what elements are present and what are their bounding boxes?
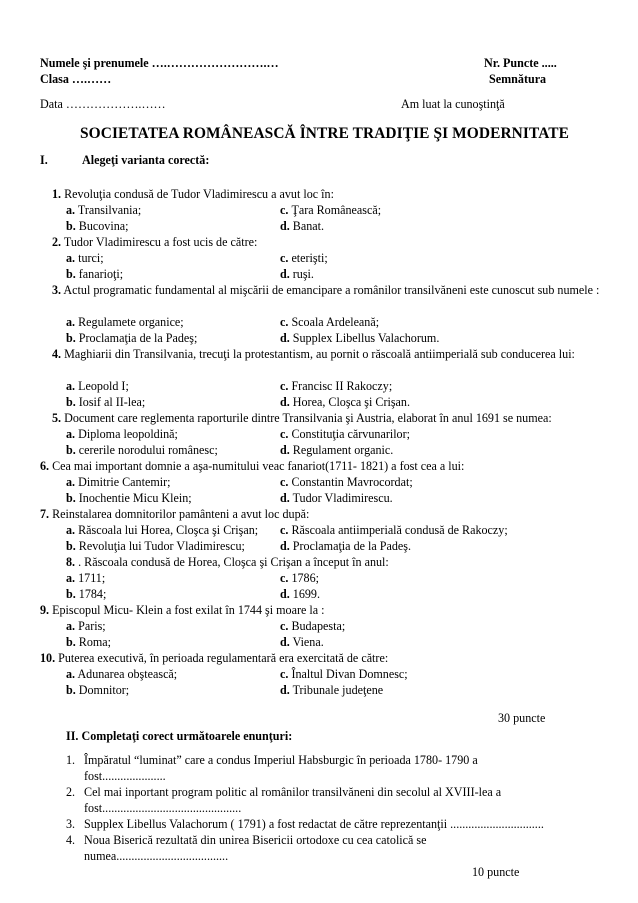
option-c: c. Constantin Mavrocordat; [280, 475, 413, 489]
option-c: c. Răscoala antiimperială condusă de Rakoczy; [280, 523, 508, 537]
acknowledged-label: Am luat la cunoştinţă [401, 97, 505, 111]
option-a: a. Transilvania; [66, 203, 142, 217]
option-a: a. Răscoala lui Horea, Cloşca şi Crişan; [66, 523, 259, 537]
question-5: 5. Document care reglementa raporturile dintre Transilvania şi Austria, elaborat în anul 1691 se numea: [52, 411, 552, 425]
option-d: d. Proclamaţia de la Padeş. [280, 539, 411, 553]
option-c: c. Scoala Ardeleană; [280, 315, 380, 329]
signature-label: Semnătura [489, 72, 547, 86]
option-a: a. Diploma leopoldină; [66, 427, 178, 441]
fill-item-2: 2. [66, 785, 76, 799]
option-d: d. Viena. [280, 635, 324, 649]
option-d: d. ruşi. [280, 267, 314, 281]
option-d: d. Horea, Cloşca şi Crişan. [280, 395, 410, 409]
question-number: 1. [52, 187, 62, 201]
question-3: 3. Actul programatic fundamental al mişcării de emancipare a românilor transilvăneni este cunoscut sub numele : [52, 283, 600, 297]
question-2: 2. Tudor Vladimirescu a fost ucis de către: [52, 235, 258, 249]
option-d: d. 1699. [280, 587, 320, 601]
option-d: d. Supplex Libellus Valachorum. [280, 331, 440, 345]
fill-item-4-line1: Noua Biserică rezultată din unirea Bisericii ortodoxe cu cea catolică se [84, 833, 427, 847]
page-title: SOCIETATEA ROMÂNEASCĂ ÎNTRE TRADIŢIE ŞI MODERNITATE [80, 125, 569, 142]
question-6: 6. Cea mai important domnie a aşa-numitului veac fanariot(1711- 1821) a fost cea a lui: [40, 459, 465, 473]
question-9: 9. Episcopul Micu- Klein a fost exilat în 1744 şi moare la : [40, 603, 325, 617]
fill-item-1: 1. [66, 753, 76, 767]
section1-points: 30 puncte [498, 711, 546, 725]
option-c: c. 1786; [280, 571, 319, 585]
question-8: 8. . Răscoala condusă de Horea, Cloşca şi Crişan a început în anul: [66, 555, 389, 569]
option-b: b. Domnitor; [66, 683, 130, 697]
option-b: b. Iosif al II-lea; [66, 395, 146, 409]
option-b: b. 1784; [66, 587, 107, 601]
section2-heading: II. Completaţi corect următoarele enunţuri: [66, 729, 293, 743]
option-c: c. Francisc II Rakoczy; [280, 379, 393, 393]
section2-points: 10 puncte [472, 865, 520, 879]
fill-item-2-line1: Cel mai inportant program politic al românilor transilvăneni din secolul al XVIII-lea a [84, 785, 502, 799]
score-field-label: Nr. Puncte ..... [484, 56, 557, 70]
option-c: c. eterişti; [280, 251, 328, 265]
fill-item-3-line1: Supplex Libellus Valachorum ( 1791) a fost redactat de către reprezentanţii ............................... [84, 817, 544, 831]
fill-item-4-line2: numea..................................... [84, 849, 229, 863]
option-d: d. Banat. [280, 219, 325, 233]
question-text: Revoluţia condusă de Tudor Vladimirescu a avut loc în: [61, 187, 334, 201]
option-c: c. Ţara Românească; [280, 203, 382, 217]
option-b: b. Inochentie Micu Klein; [66, 491, 192, 505]
option-a: a. Dimitrie Cantemir; [66, 475, 171, 489]
option-c: c. Budapesta; [280, 619, 346, 633]
fill-item-3: 3. [66, 817, 76, 831]
question-10: 10. Puterea executivă, în perioada regulamentară era exercitată de către: [40, 651, 389, 665]
option-b: b. cererile norodului românesc; [66, 443, 218, 457]
name-field-label: Numele şi prenumele ….…………………….… [40, 56, 279, 70]
option-a: a. Adunarea obştească; [66, 667, 178, 681]
option-d: d. Regulament organic. [280, 443, 394, 457]
option-b: b. Proclamaţia de la Padeş; [66, 331, 198, 345]
option-b: b. Bucovina; [66, 219, 129, 233]
option-b: b. fanarioţi; [66, 267, 124, 281]
date-field-label: Data ……………….…… [40, 97, 166, 111]
option-d: d. Tudor Vladimirescu. [280, 491, 393, 505]
option-b: b. Roma; [66, 635, 112, 649]
option-c: c. Constituţia cărvunarilor; [280, 427, 410, 441]
option-c: c. Înaltul Divan Domnesc; [280, 667, 408, 681]
question-4: 4. Maghiarii din Transilvania, trecuţi la protestantism, au pornit o răscoală antiimperială sub conducerea lui: [52, 347, 575, 361]
option-b: b. Revoluţia lui Tudor Vladimirescu; [66, 539, 245, 553]
option-a: a. 1711; [66, 571, 106, 585]
question-7: 7. Reinstalarea domnitorilor pamânteni a avut loc după: [40, 507, 310, 521]
class-field-label: Clasa ….…… [40, 72, 112, 86]
option-d: d. Tribunale judeţene [280, 683, 384, 697]
fill-item-1-line1: Împăratul “luminat” care a condus Imperiul Habsburgic în perioada 1780- 1790 a [84, 753, 478, 767]
fill-item-1-line2: fost..................... [84, 769, 166, 783]
option-a: a. Paris; [66, 619, 106, 633]
fill-item-4: 4. [66, 833, 76, 847]
section1-heading: Alegeţi varianta corectă: [82, 153, 210, 167]
option-a: a. Leopold I; [66, 379, 129, 393]
question-1 [52, 186, 334, 202]
section1-roman: I. [40, 153, 48, 167]
fill-item-2-line2: fost.............................................. [84, 801, 242, 815]
option-a: a. turci; [66, 251, 104, 265]
option-a: a. Regulamete organice; [66, 315, 184, 329]
